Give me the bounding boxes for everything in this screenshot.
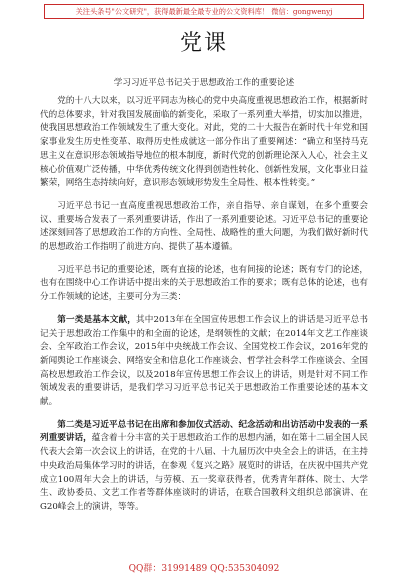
paragraph-text: 习近平总书记一直高度重视思想政治工作，亲自指导、亲自谋划，在多个重要会议、重要场合发表了一系列重要讲话，作出了一系列重要论述。习近平总书记的重要论述深刻回答了思想政治工作的方向性、全局性、战略性的重大问题，为我们做好新时代的思想政治工作指明了前进方向、提供了基本遵循。	[40, 200, 368, 253]
paragraph	[40, 95, 368, 191]
paragraph	[40, 264, 368, 305]
page-subtitle: 学习习近平总书记关于思想政治工作的重要论述	[113, 78, 295, 88]
paragraph	[40, 314, 368, 410]
paragraph-lead: 第二类是习近平总书记在出席和参加仪式活动、纪念活动和出访活动中发表的一系列重要讲话，	[40, 419, 368, 444]
paragraph	[40, 419, 368, 515]
paragraph	[40, 200, 368, 255]
paragraph-lead: 第一类是基本文献，	[57, 314, 136, 325]
paragraph-text: 其中2013年在全国宣传思想工作会议上的讲话是习近平总书记关于思想政治工作集中的和全面的论述，是纲领性的文献；在2014年文艺工作座谈会、全军政治工作会议，2015年中央统战工作会议、全国党校工作会议，2016年党的新闻舆论工作座谈会、网络安全和信息化工作座谈会、哲学社会科学工作座谈会、全国高校思想政治工作会议，以及2018年宣传思想工作会议上的讲话，则是针对不同工作领域发表的重要讲话，是我们学习习近平总书记关于思想政治工作重要论述的基本文献。	[40, 314, 368, 408]
page-title: 党课	[179, 31, 228, 56]
paragraph-text: 蕴含着十分丰富的关于思想政治工作的思想内涵，如在第十二届全国人民代表大会第一次会议上的讲话，在党的十八届、十九届历次中央全会上的讲话，在主持中央政治局集体学习时的讲话，在参观《复兴之路》展览时的讲话，在庆祝中国共产党成立100周年大会上的讲话，与劳模、五一奖章获得者，优秀青年群体、院士、大学生、政协委员、文艺工作者等群体座谈时的讲话，在联合国教科文组织总部演讲、在G20峰会上的演讲，等等。	[40, 433, 368, 512]
top-banner: 关注头条号"公文研究"，获得最新最全最专业的公文资料库！ 微信：gongwenyj	[44, 4, 364, 19]
paragraph-text: 党的十八大以来，以习近平同志为核心的党中央高度重视思想政治工作，根据新时代的总体要求，针对我国发展面临的新变化，采取了一系列重大举措，切实加以推进，使我国思想政治工作领域发生了重大变化。对此，党的二十大报告在新时代十年党和国家事业发生历史性变革、取得历史性成就这一部分作出了重要阐述：“确立和坚持马克思主义在意识形态领域指导地位的根本制度，新时代党的创新理论深入人心，社会主义核心价值观广泛传播，中华优秀传统文化得到创造性转化、创新性发展，文化事业日益繁荣，网络生态持续向好，意识形态领域形势发生全局性、根本性转变。”	[40, 96, 368, 189]
footer-contact: QQ群：31991489 QQ:535304092	[128, 564, 280, 574]
document-body	[40, 95, 368, 524]
paragraph-text: 习近平总书记的重要论述，既有直接的论述，也有间接的论述；既有专门的论述，也有在围绕中心工作讲话中提出来的关于思想政治工作的要求；既有总体的论述，也有分工作领域的论述，主要可分为三类：	[40, 264, 368, 303]
